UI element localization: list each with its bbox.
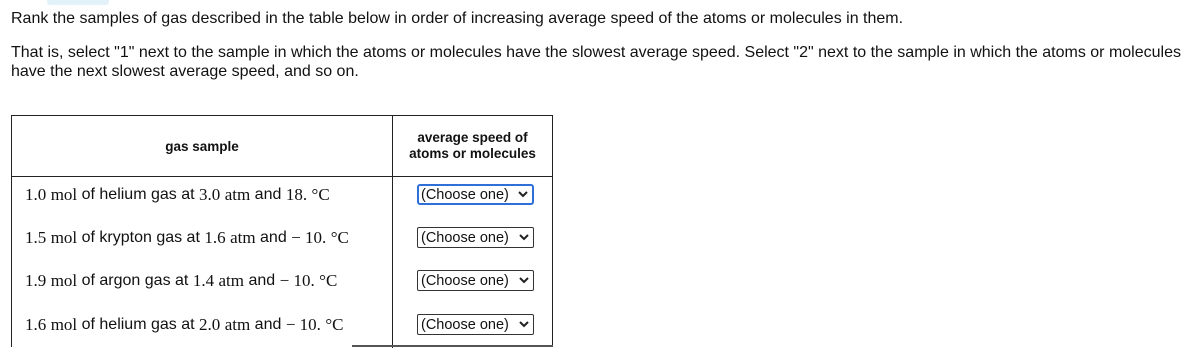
chevron-down-icon xyxy=(516,188,530,202)
rank-select-value: (Choose one) xyxy=(421,272,509,289)
header-speed-line-2: atoms or molecules xyxy=(409,146,536,161)
chevron-down-icon xyxy=(517,318,531,332)
ranking-table xyxy=(11,115,553,347)
rank-select-value: (Choose one) xyxy=(421,316,509,333)
gas-sample-description: 1.6 mol of helium gas at 2.0 atm and − 10. °C xyxy=(25,314,344,334)
chevron-down-icon xyxy=(517,231,531,245)
rank-select[interactable] xyxy=(417,314,534,335)
chevron-down-icon xyxy=(517,274,531,288)
top-accent-tab xyxy=(47,0,109,5)
rank-select[interactable] xyxy=(417,227,534,248)
header-gas-sample: gas sample xyxy=(165,138,239,154)
table-row xyxy=(12,259,552,302)
rank-select-value: (Choose one) xyxy=(421,229,509,246)
rank-select-value: (Choose one) xyxy=(421,186,509,203)
table-header-row xyxy=(12,116,552,177)
instruction-line-2: That is, select "1" next to the sample in which the atoms or molecules have the slowest average speed. Select "2" next to the sample in which the atoms or molecules have the next slowest average speed, and so on. xyxy=(11,44,1181,80)
gas-sample-description: 1.0 mol of helium gas at 3.0 atm and 18. °C xyxy=(25,184,330,204)
gas-sample-description: 1.9 mol of argon gas at 1.4 atm and − 10. °C xyxy=(25,270,338,290)
header-speed-line-1: average speed of xyxy=(417,130,528,145)
rank-select[interactable] xyxy=(417,184,534,205)
table-row xyxy=(12,216,552,259)
header-average-speed xyxy=(393,116,552,176)
instruction-line-1: Rank the samples of gas described in the table below in order of increasing average speed of the atoms or molecules in them. xyxy=(11,10,904,27)
table-row xyxy=(12,173,552,216)
gas-sample-description: 1.5 mol of krypton gas at 1.6 atm and − 10. °C xyxy=(25,227,349,247)
table-row xyxy=(12,303,552,346)
rank-select[interactable] xyxy=(417,270,534,291)
instructions xyxy=(11,9,1191,81)
